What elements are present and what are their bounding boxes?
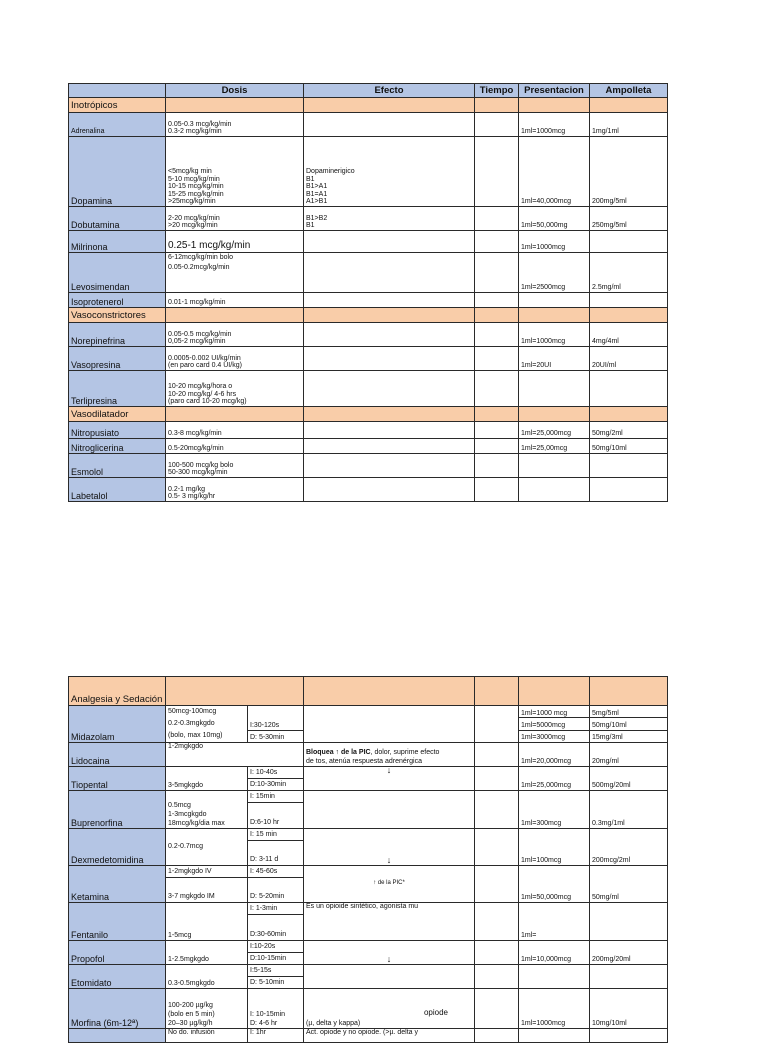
dose-cell: 0.25-1 mcg/kg/min [166, 231, 304, 253]
dose-cell: 1-5mcg [166, 903, 248, 941]
dose-cell: 0.2-0.7mcg [166, 829, 248, 866]
dose-cell: 0.3-0.5mgkgdo [166, 965, 248, 989]
ampoule-cell: 50mg/2ml [590, 422, 668, 439]
header-blank [69, 84, 166, 98]
table-row [69, 767, 668, 791]
table-row [69, 706, 668, 718]
section-row [69, 98, 668, 113]
drug-name: Etomidato [69, 965, 166, 989]
dose-cell: 0.5-20mcg/kg/min [166, 439, 304, 454]
drug-name: Adrenalina [69, 113, 166, 137]
presentation-cell: 1ml=20UI [519, 347, 590, 371]
drug-name: Norepinefrina [69, 323, 166, 347]
drug-name: Fentanilo [69, 903, 166, 941]
ampoule-cell: 5mg/5ml [590, 706, 668, 718]
dose-cell: 0.01-1 mcg/kg/min [166, 293, 304, 308]
table-row [69, 454, 668, 478]
drug-name: Labetalol [69, 478, 166, 502]
presentation-cell: 1ml=1000mcg [519, 989, 590, 1029]
table-row [69, 293, 668, 308]
time-cell: I: 1-3min D:30-60min [248, 903, 304, 941]
dose-cell: 2-20 mcg/kg/min >20 mcg/kg/min [166, 207, 304, 231]
header-dosis: Dosis [166, 84, 304, 98]
presentation-cell: 1ml=50,000mg [519, 207, 590, 231]
analgesia-sedation-table [68, 676, 668, 1043]
ampoule-cell: 250mg/5ml [590, 207, 668, 231]
drug-name: Tiopental [69, 767, 166, 791]
ampoule-cell: 15mg/3ml [590, 730, 668, 742]
dose-cell: 0.2-1 mg/kg 0.5- 3 mg/kg/hr [166, 478, 304, 502]
time-cell: I: 45-60s D: 5-20min [248, 866, 304, 903]
presentation-cell: 1ml= [519, 903, 590, 941]
drug-name: Dopamina [69, 137, 166, 207]
ampoule-cell: 10mg/10ml [590, 989, 668, 1029]
drug-name: Buprenorfina [69, 791, 166, 829]
header-ampolleta: Ampolleta [590, 84, 668, 98]
drug-name: Morfina (6m-12ª) [69, 989, 166, 1029]
drug-name: Dexmedetomidina [69, 829, 166, 866]
drug-name: Midazolam [69, 706, 166, 743]
table-row [69, 791, 668, 829]
ampoule-cell: 50mg/10ml [590, 718, 668, 730]
ampoule-cell: 200mcg/2ml [590, 829, 668, 866]
effect-cell: ↓ [304, 829, 475, 866]
table-row [69, 866, 668, 903]
presentation-cell: 1ml=40,000mcg [519, 137, 590, 207]
table-row [69, 231, 668, 253]
presentation-cell: 1ml=2500mcg [519, 253, 590, 293]
dose-cell: 3-5mgkgdo [166, 767, 248, 791]
effect-cell: Act. opiode y no opiode. (>µ. delta y [304, 1029, 475, 1043]
drug-name: Lidocaina [69, 743, 166, 767]
time-cell: I:10-20s D:10-15min [248, 941, 304, 965]
table-row [69, 371, 668, 407]
table-row [69, 422, 668, 439]
ampoule-cell: 20UI/ml [590, 347, 668, 371]
dose-cell: 0.5mcg 1-3mcgkgdo 18mcg/kg/dia max [166, 791, 248, 829]
time-cell: I: 1hr [248, 1029, 304, 1043]
presentation-cell: 1ml=10,000mcg [519, 941, 590, 965]
drug-name: Nitropusiato [69, 422, 166, 439]
drug-name: Milrinona [69, 231, 166, 253]
drug-name: Isoprotenerol [69, 293, 166, 308]
table-row [69, 1029, 668, 1043]
ampoule-cell: 0.3mg/1ml [590, 791, 668, 829]
time-cell: I: 15min D:6-10 hr [248, 791, 304, 829]
presentation-cell: 1ml=1000mcg [519, 323, 590, 347]
drug-name: Nitroglicerina [69, 439, 166, 454]
effect-cell: B1>B2 B1 [304, 207, 475, 231]
drug-name: Ketamina [69, 866, 166, 903]
presentation-cell: 1ml=5000mcg [519, 718, 590, 730]
section-inotropicos: Inotrópicos [69, 98, 166, 113]
table-row [69, 347, 668, 371]
drug-name: Terlipresina [69, 371, 166, 407]
section-row [69, 677, 668, 706]
presentation-cell: 1ml=3000mcg [519, 730, 590, 742]
ampoule-cell: 200mg/20ml [590, 941, 668, 965]
presentation-cell: 1ml=1000mcg [519, 231, 590, 253]
dose-cell: 0.0005-0.002 UI/kg/min (en paro card 0.4 UI/kg) [166, 347, 304, 371]
drug-name: Propofol [69, 941, 166, 965]
presentation-cell: 1ml=25,000mcg [519, 767, 590, 791]
table-row [69, 829, 668, 866]
header-tiempo: Tiempo [475, 84, 519, 98]
table-row [69, 965, 668, 989]
table-row [69, 113, 668, 137]
effect-cell: Es un opioide sintético, agonista mu [304, 903, 475, 941]
drug-name: Dobutamina [69, 207, 166, 231]
dose-cell: 0.05-0.5 mcg/kg/min 0,05-2 mcg/kg/min [166, 323, 304, 347]
presentation-cell: 1ml=1000 mcg [519, 706, 590, 718]
table-row [69, 743, 668, 767]
effect-cell: Bloquea ↑ de la PIC, dolor, suprime efecto de tos, atenúa respuesta adrenérgica [304, 743, 475, 767]
ampoule-cell: 50mg/ml [590, 866, 668, 903]
dose-cell: <5mcg/kg min 5-10 mcg/kg/min 10-15 mcg/kg/min 15-25 mcg/kg/min >25mcg/kg/min [166, 137, 304, 207]
time-cell: I: 10-40s D:10-30min [248, 767, 304, 791]
dose-cell: 1-2mgkgdo [166, 743, 304, 767]
ampoule-cell: 500mg/20ml [590, 767, 668, 791]
dose-cell: 1-2mgkgdo IV 3-7 mgkgdo IM [166, 866, 248, 903]
ampoule-cell: 50mg/10ml [590, 439, 668, 454]
dose-cell: 50mcg-100mcg 0.2-0.3mgkgdo (bolo, max 10mg) [166, 706, 248, 743]
ampoule-cell: 20mg/ml [590, 743, 668, 767]
effect-cell: ↓ [304, 941, 475, 965]
presentation-cell: 1ml=25,000mcg [519, 422, 590, 439]
drug-name: Esmolol [69, 454, 166, 478]
section-vasodilatador: Vasodilatador [69, 407, 166, 422]
dose-cell: 100-200 µg/kg (bolo en 5 min) 20–30 µg/kg/h [166, 989, 248, 1029]
ampoule-cell: 2.5mg/ml [590, 253, 668, 293]
dose-cell: No do. infusión [166, 1029, 248, 1043]
table-row [69, 207, 668, 231]
dose-cell: 100-500 mcg/kg bolo 50-300 mcg/kg/min [166, 454, 304, 478]
table-header-row [69, 84, 668, 98]
table-row [69, 137, 668, 207]
time-cell: I: 15 min D: 3-11 d [248, 829, 304, 866]
time-cell: I: 10-15min D: 4-6 hr [248, 989, 304, 1029]
table-row [69, 941, 668, 965]
time-cell: I:30-120s [248, 718, 304, 730]
presentation-cell: 1ml=25,00mcg [519, 439, 590, 454]
header-efecto: Efecto [304, 84, 475, 98]
section-analgesia: Analgesia y Sedación [69, 677, 166, 706]
drug-name: Vasopresina [69, 347, 166, 371]
time-cell: I:5-15s D: 5-10min [248, 965, 304, 989]
table-row [69, 253, 668, 293]
section-vasoconstrictores: Vasoconstrictores [69, 308, 166, 323]
ampoule-cell: 4mg/4ml [590, 323, 668, 347]
time-cell: D: 5-30min [248, 730, 304, 742]
section-row [69, 308, 668, 323]
ampoule-cell: 200mg/5ml [590, 137, 668, 207]
presentation-cell: 1ml=50,000mcg [519, 866, 590, 903]
dose-cell: 6-12mcg/kg/min bolo 0.05-0.2mcg/kg/min [166, 253, 304, 293]
dose-cell: 0.3-8 mcg/kg/min [166, 422, 304, 439]
dose-cell: 10-20 mcg/kg/hora o 10-20 mcg/kg/ 4-6 hrs (paro card 10-20 mcg/kg) [166, 371, 304, 407]
vasoactive-drugs-table [68, 83, 668, 502]
ampoule-cell: 1mg/1ml [590, 113, 668, 137]
table-row [69, 478, 668, 502]
table-row [69, 323, 668, 347]
table-row [69, 439, 668, 454]
effect-cell: opiode (µ, delta y kappa) [304, 989, 475, 1029]
presentation-cell: 1ml=100mcg [519, 829, 590, 866]
table-row [69, 989, 668, 1029]
dose-cell: 1-2.5mgkgdo [166, 941, 248, 965]
table-row [69, 903, 668, 941]
dose-cell: 0.05-0.3 mcg/kg/min 0.3-2 mcg/kg/min [166, 113, 304, 137]
section-row [69, 407, 668, 422]
presentation-cell: 1ml=20,000mcg [519, 743, 590, 767]
header-presentacion: Presentacion [519, 84, 590, 98]
effect-cell: ↓ [304, 767, 475, 791]
presentation-cell: 1ml=1000mcg [519, 113, 590, 137]
effect-cell: ↑ de la PIC* [304, 866, 475, 903]
drug-name: Levosimendan [69, 253, 166, 293]
effect-cell: Dopaminerigico B1 B1>A1 B1=A1 A1>B1 [304, 137, 475, 207]
presentation-cell: 1ml=300mcg [519, 791, 590, 829]
